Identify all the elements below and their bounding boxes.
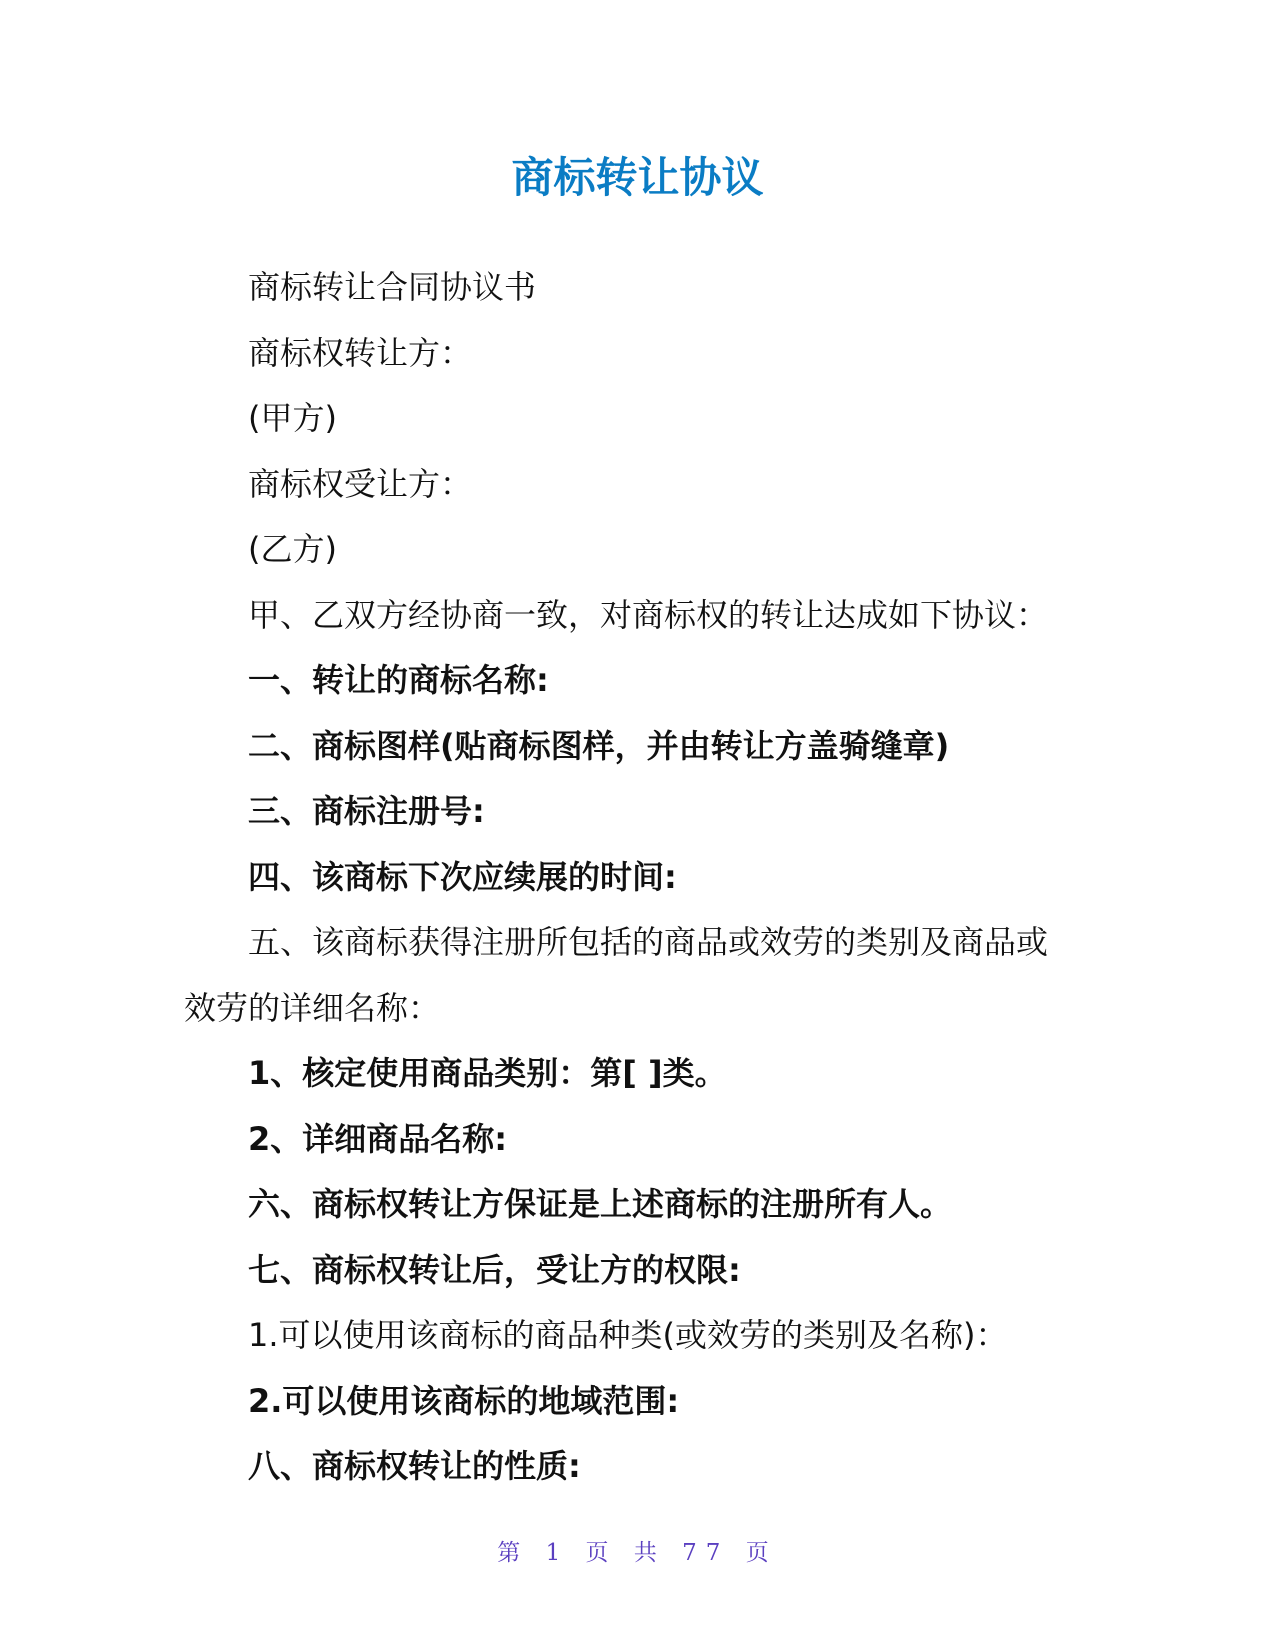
paragraph-line: 商标权受让方： — [248, 464, 473, 503]
paragraph-line: 1.可以使用该商标的商品种类(或效劳的类别及名称)： — [248, 1316, 1008, 1354]
document-title: 商标转让协议 — [511, 153, 764, 202]
document-body — [184, 255, 1084, 1500]
paragraph-line: 五、该商标获得注册所包括的商品或效劳的类别及商品或 — [248, 923, 1049, 961]
paragraph-line: (乙方) — [248, 530, 337, 568]
paragraph-line: 六、商标权转让方保证是上述商标的注册所有人。 — [248, 1185, 953, 1223]
paragraph-line: 甲、乙双方经协商一致，对商标权的转让达成如下协议： — [248, 595, 1049, 634]
paragraph-line: 八、商标权转让的性质: — [248, 1447, 581, 1485]
paragraph-line: 四、该商标下次应续展的时间: — [248, 857, 677, 896]
paragraph-line: 商标权转让方： — [248, 333, 473, 372]
paragraph-line: 效劳的详细名称： — [184, 988, 441, 1027]
paragraph-line: 七、商标权转让后，受让方的权限: — [248, 1250, 741, 1289]
paragraph-line: 2.可以使用该商标的地域范围: — [248, 1381, 680, 1420]
paragraph-line: 三、商标注册号: — [248, 792, 485, 830]
paragraph-line: 商标转让合同协议书 — [248, 268, 537, 306]
paragraph-line: 一、转让的商标名称: — [248, 661, 549, 699]
paragraph-line: 二、商标图样(贴商标图样，并由转让方盖骑缝章) — [248, 726, 950, 765]
paragraph-line: 1、核定使用商品类别：第[ ]类。 — [248, 1054, 727, 1092]
paragraph-line: (甲方) — [248, 399, 337, 437]
page-number-footer: 第 1 页 共 77 页 — [497, 1540, 778, 1566]
paragraph-line: 2、详细商品名称: — [248, 1119, 508, 1158]
